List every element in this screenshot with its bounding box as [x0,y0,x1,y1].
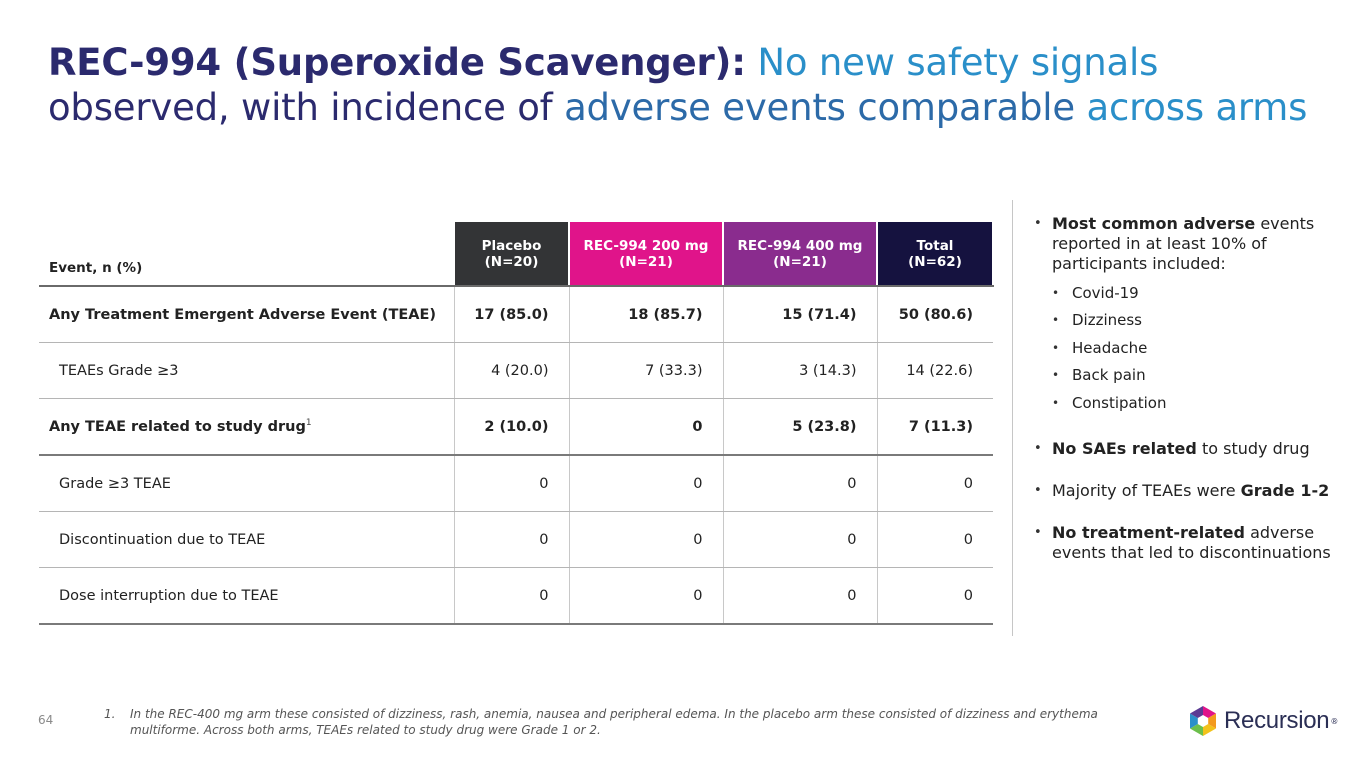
bullet-most-common-ae [1030,214,1350,417]
total-column-header [877,222,993,286]
table-row [39,286,993,343]
table-cell: 0 [877,512,993,568]
row-label: Dose interruption due to TEAE [39,568,454,625]
table-cell: 2 (10.0) [454,399,569,456]
bullet-text: Majority of TEAEs were [1052,480,1236,500]
bullet-bold: Most common adverse [1052,214,1256,233]
table-row [39,568,993,625]
column-header-line1: REC-994 400 mg [737,237,863,254]
page-title [48,40,1338,130]
column-header-line2: (N=20) [484,253,539,270]
table-cell: 7 (33.3) [569,343,723,399]
logo-registered-mark: ® [1330,716,1339,726]
row-label-text: Any TEAE related to study drug [49,418,306,435]
table-cell: 0 [723,568,877,625]
title-bold: REC-994 (Superoxide Scavenger): [48,41,746,84]
row-label: TEAEs Grade ≥3 [39,343,454,399]
table-cell: 0 [454,568,569,625]
column-header-line1: Total [916,237,954,254]
recursion-logo [1188,705,1338,737]
row-label: Discontinuation due to TEAE [39,512,454,568]
table-cell: 5 (23.8) [723,399,877,456]
table-cell: 0 [569,568,723,625]
table-cell: 0 [877,568,993,625]
event-column-header: Event, n (%) [39,222,454,286]
table-header-row [39,222,993,286]
bullet-no-saes [1030,439,1350,459]
table-cell: 0 [723,455,877,512]
table-cell: 18 (85.7) [569,286,723,343]
title-light: No new safety signals [757,41,1159,84]
table-cell: 0 [723,512,877,568]
table-row [39,455,993,512]
bullet-no-discontinuations [1030,523,1350,563]
column-header-line1: Placebo [481,237,542,254]
list-item: • Covid-19 [1052,280,1350,307]
footnote-marker: 1 [305,417,312,428]
bullet-bold: Grade 1-2 [1240,480,1330,500]
hexagon-logo-icon [1188,705,1218,737]
common-ae-list [1052,280,1350,417]
footnote-text: In the REC-400 mg arm these consisted of dizziness, rash, anemia, nausea and peripheral edema. In the placebo arm these consisted of dizziness and erythema multiforme. Across both arms, TEAEs related to study drug were Grade 1 or 2. [130,707,1098,737]
table-cell: 14 (22.6) [877,343,993,399]
table-cell: 0 [454,512,569,568]
bullet-text: to study drug [1201,438,1310,458]
list-item: • Constipation [1052,390,1350,417]
column-header-line2: (N=21) [773,253,827,270]
title-dark: observed, with incidence of [48,86,553,129]
title-light-end: across arms [1086,86,1308,129]
table-row [39,512,993,568]
column-header-line2: (N=62) [908,253,962,270]
table-cell: 0 [454,455,569,512]
row-label: Any Treatment Emergent Adverse Event (TEAE) [39,286,454,343]
row-label: Grade ≥3 TEAE [39,455,454,512]
table-cell: 0 [569,399,723,456]
logo-wordmark: Recursion [1224,707,1330,734]
adverse-events-table [39,222,994,625]
column-header-line1: REC-994 200 mg [583,237,709,254]
table-cell: 3 (14.3) [723,343,877,399]
bullet-text: adverse events that led to discontinuations [1052,522,1331,562]
key-points-list [1030,214,1350,585]
footnote-number: 1. [104,707,116,721]
table-cell: 0 [569,455,723,512]
bullet-bold: No SAEs related [1052,438,1197,458]
table-cell: 4 (20.0) [454,343,569,399]
list-item: • Dizziness [1052,307,1350,334]
list-item: • Headache [1052,335,1350,362]
footnote [104,706,1144,738]
table-cell: 17 (85.0) [454,286,569,343]
row-label [39,399,454,456]
table-row [39,399,993,456]
title-mid: adverse events comparable [564,86,1075,129]
table-cell: 0 [877,455,993,512]
vertical-divider [1012,200,1013,636]
table-cell: 0 [569,512,723,568]
list-item: • Back pain [1052,362,1350,389]
table-cell: 7 (11.3) [877,399,993,456]
rec994-400mg-column-header [723,222,877,286]
page-number: 64 [38,713,54,727]
table-cell: 15 (71.4) [723,286,877,343]
table-row [39,343,993,399]
bullet-majority-grade [1030,481,1350,501]
bullet-bold: No treatment-related [1052,522,1245,542]
placebo-column-header [454,222,569,286]
table-cell: 50 (80.6) [877,286,993,343]
column-header-line2: (N=21) [619,253,673,270]
bullet-text: events reported in at least 10% of participants included: [1052,214,1315,273]
rec994-200mg-column-header [569,222,723,286]
